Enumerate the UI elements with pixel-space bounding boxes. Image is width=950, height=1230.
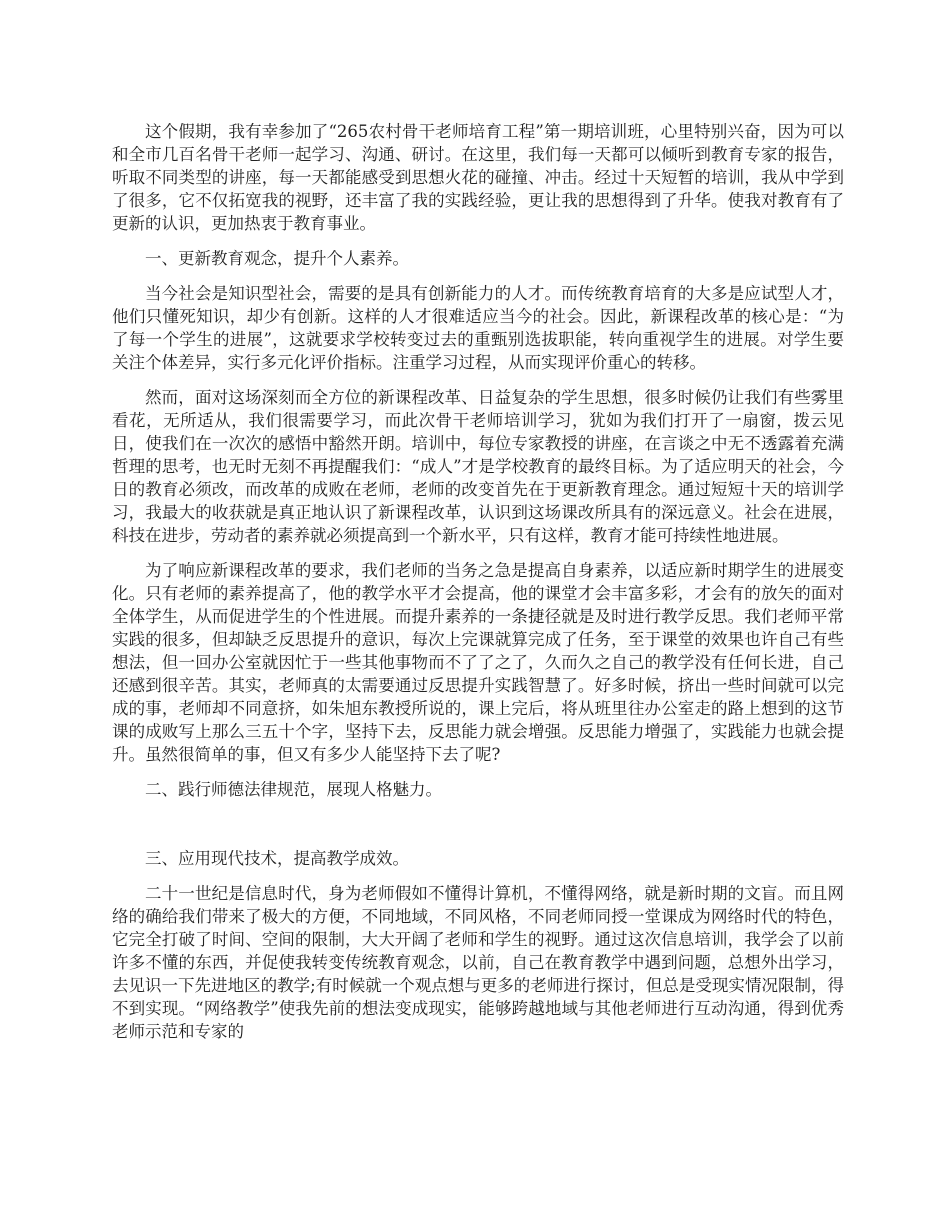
section-1-paragraph-3: 为了响应新课程改革的要求，我们老师的当务之急是提高自身素养，以适应新时期学生的进展变化。只有老师的素养提高了，他的教学水平才会提高，他的课堂才会丰富多彩，才会有的放矢的面对全体学生，从而促进学生的个性进展。而提升素养的一条捷径就是及时进行教学反思。我们老师平常实践的很多，但却缺乏反思提升的意识，每次上完课就算完成了任务，至于课堂的效果也许自己有些想法，但一回办公室就因忙于一些其他事物而不了了之了，久而久之自己的教学没有任何长进，自己还感到很辛苦。其实，老师真的太需要通过反思提升实践智慧了。好多时候，挤出一些时间就可以完成的事，老师却不同意挤，如朱旭东教授所说的，课上完后，将从班里往办公室走的路上想到的这节课的成败写上那么三五十个字，坚持下去，反思能力就会增强。反思能力增强了，实践能力也就会提升。虽然很简单的事，但又有多少人能坚持下去了呢? bbox=[112, 561, 844, 764]
blank-space bbox=[112, 813, 844, 847]
section-heading-1: 一、更新教育观念，提升个人素养。 bbox=[145, 249, 409, 268]
document-body bbox=[112, 120, 844, 1055]
section-heading-3: 三、应用现代技术，提高教学成效。 bbox=[145, 849, 409, 868]
section-1-paragraph-2: 然而，面对这场深刻而全方位的新课程改革、日益复杂的学生思想，很多时候仍让我们有些雾里看花，无所适从，我们很需要学习，而此次骨干老师培训学习，犹如为我们打开了一扇窗，拨云见日，使我们在一次次的感悟中豁然开朗。培训中，每位专家教授的讲座，在言谈之中无不透露着充满哲理的思考，也无时无刻不再提醒我们：“成人”才是学校教育的最终目标。为了适应明天的社会，今日的教育必须改，而改革的成败在老师，老师的改变首先在于更新教育理念。通过短短十天的培训学习，我最大的收获就是真正地认识了新课程改革，认识到这场课改所具有的深远意义。社会在进展，科技在进步，劳动者的素养就必须提高到一个新水平，只有这样，教育才能可持续性地进展。 bbox=[112, 388, 844, 545]
section-heading-2: 二、践行师德法律规范，展现人格魅力。 bbox=[145, 780, 442, 799]
intro-paragraph: 这个假期，我有幸参加了“265农村骨干老师培育工程”第一期培训班，心里特别兴奋，因为可以和全市几百名骨干老师一起学习、沟通、研讨。在这里，我们每一天都可以倾听到教育专家的报告，听取不同类型的讲座，每一天都能感受到思想火花的碰撞、冲击。经过十天短暂的培训，我从中学到了很多，它不仅拓宽我的视野，还丰富了我的实践经验，更让我的思想得到了升华。使我对教育有了更新的认识，更加热衷于教育事业。 bbox=[112, 122, 844, 233]
section-3-paragraph-1: 二十一世纪是信息时代，身为老师假如不懂得计算机，不懂得网络，就是新时期的文盲。而且网络的确给我们带来了极大的方便，不同地域，不同风格，不同老师同授一堂课成为网络时代的特色，它完全打破了时间、空间的限制，大大开阔了老师和学生的视野。通过这次信息培训，我学会了以前许多不懂的东西，并促使我转变传统教育观念，以前，自己在教育教学中遇到问题，总想外出学习，去见识一下先进地区的教学;有时候就一个观点想与更多的老师进行探讨，但总是受现实情况限制，得不到实现。“网络教学”使我先前的想法变成现实，能够跨越地域与其他老师进行互动沟通，得到优秀老师示范和专家的 bbox=[112, 884, 844, 1041]
section-1-paragraph-1: 当今社会是知识型社会，需要的是具有创新能力的人才。而传统教育培育的大多是应试型人才，他们只懂死知识，却少有创新。这样的人才很难适应当今的社会。因此，新课程改革的核心是：“为了每一个学生的进展”，这就要求学校转变过去的重甄别选拔职能，转向重视学生的进展。对学生要关注个体差异，实行多元化评价指标。注重学习过程，从而实现评价重心的转移。 bbox=[112, 284, 844, 372]
